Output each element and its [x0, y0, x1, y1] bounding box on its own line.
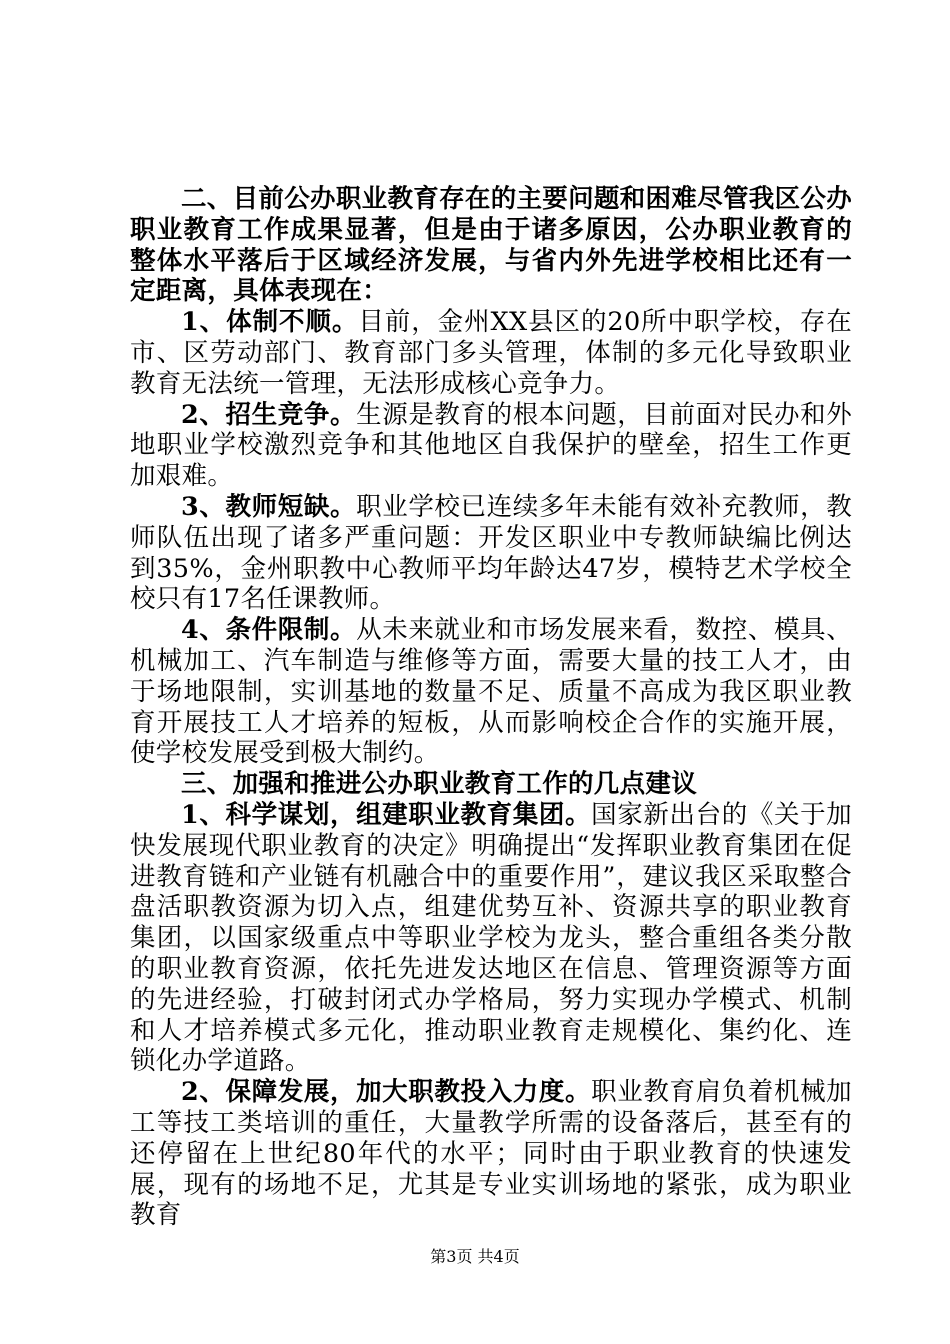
- paragraph-teachers: [130, 492, 852, 615]
- paragraph-lead: 3、教师短缺。: [181, 491, 357, 522]
- paragraph-body: 职业教育肩负着机械加工等技工类培训的重任，大量教学所需的设备落后，甚至有的还停留在上世纪80年代的水平；同时由于职业教育的快速发展，现有的场地不足，尤其是专业实训场地的紧张，成为职业教育: [130, 1077, 852, 1231]
- section-two-heading: [130, 184, 852, 307]
- paragraph-lead: 二、目前公办职业教育存在的主要问题和困难尽管我区公办职业教育工作成果显著，但是由于诸多原因，公办职业教育的整体水平落后于区域经济发展，与省内外先进学校相比还有一定距离，具体表现在：: [130, 184, 852, 307]
- paragraph-enrollment: [130, 400, 852, 492]
- paragraph-lead: 三、加强和推进公办职业教育工作的几点建议: [181, 769, 698, 800]
- paragraph-system: [130, 307, 852, 399]
- paragraph-body: 目前，金州XX县区的20所中职学校，存在市、区劳动部门、教育部门多头管理，体制的多元化导致职业教育无法统一管理，无法形成核心竞争力。: [130, 307, 853, 399]
- paragraph-conditions: [130, 615, 852, 769]
- document-body: [130, 184, 852, 1231]
- paragraph-lead: 4、条件限制。: [181, 615, 357, 646]
- paragraph-planning: [130, 800, 852, 1077]
- section-three-heading: [130, 769, 852, 800]
- page-footer: 第3页 共4页: [430, 1247, 520, 1266]
- paragraph-lead: 2、保障发展，加大职教投入力度。: [181, 1077, 592, 1108]
- paragraph-lead: 1、体制不顺。: [181, 307, 359, 338]
- paragraph-body: 国家新出台的《关于加快发展现代职业教育的决定》明确提出“发挥职业教育集团在促进教育链和产业链有机融合中的重要作用”，建议我区采取整合盘活职教资源为切入点，组建优势互补、资源共享的职业教育集团，以国家级重点中等职业学校为龙头，整合重组各类分散的职业教育资源，依托先进发达地区在信息、管理资源等方面的先进经验，打破封闭式办学格局，努力实现办学模式、机制和人才培养模式多元化，推动职业教育走规模化、集约化、连锁化办学道路。: [130, 799, 852, 1077]
- paragraph-body: 生源是教育的根本问题，目前面对民办和外地职业学校激烈竞争和其他地区自我保护的壁垒，招生工作更加艰难。: [130, 399, 853, 492]
- paragraph-investment: [130, 1077, 852, 1231]
- paragraph-lead: 1、科学谋划，组建职业教育集团。: [181, 799, 592, 830]
- paragraph-body: 从未来就业和市场发展来看，数控、模具、机械加工、汽车制造与维修等方面，需要大量的技工人才，由于场地限制，实训基地的数量不足、质量不高成为我区职业教育开展技工人才培养的短板，从而影响校企合作的实施开展，使学校发展受到极大制约。: [130, 615, 853, 769]
- paragraph-body: 职业学校已连续多年未能有效补充教师，教师队伍出现了诸多严重问题：开发区职业中专教师缺编比例达到35%，金州职教中心教师平均年龄达47岁，模特艺术学校全校只有17名任课教师。: [130, 491, 853, 615]
- paragraph-lead: 2、招生竞争。: [181, 399, 357, 430]
